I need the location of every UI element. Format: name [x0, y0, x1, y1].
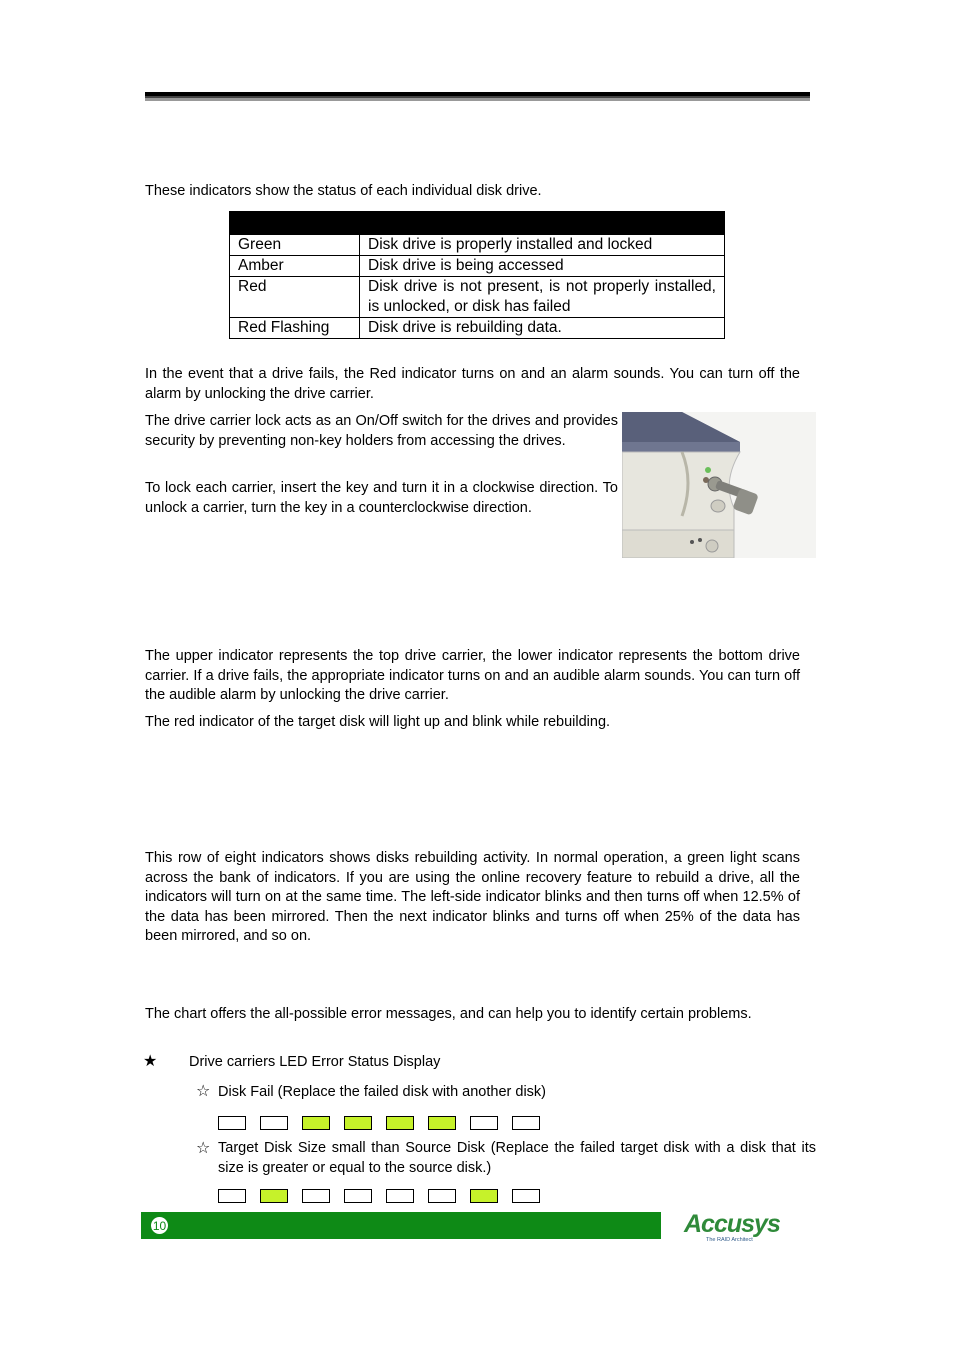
- led-meaning-cell: Disk drive is being accessed: [360, 256, 725, 277]
- footer-bar: [141, 1212, 661, 1239]
- red-indicator-paragraph: The red indicator of the target disk will light up and blink while rebuilding.: [145, 714, 611, 730]
- lock-paragraph: The drive carrier lock acts as an On/Off switch for the drives and provides security by preventing non-key holders from accessing the drives.: [145, 413, 618, 449]
- header-rule: [145, 92, 810, 101]
- led-indicator-on: [302, 1116, 330, 1130]
- led-indicator-on: [428, 1116, 456, 1130]
- led-color-cell: Green: [230, 235, 360, 256]
- lock-direction-paragraph: To lock each carrier, insert the key and turn it in a clockwise direction. To unlock a carrier, turn the key in a counterclockwise direction.: [145, 480, 618, 516]
- led-indicator-on: [386, 1116, 414, 1130]
- led-meaning-cell: Disk drive is properly installed and locked: [360, 235, 725, 256]
- filled-star-icon: ★: [143, 1053, 158, 1070]
- error-item-label: Disk Fail (Replace the failed disk with another disk): [218, 1084, 546, 1100]
- eight-indicators-paragraph: This row of eight indicators shows disks rebuilding activity. In normal operation, a green light scans across the bank of indicators. If you are using the online recovery feature to rebuild a drive, all the indicators will turn on at the same time. The left-side indicator blinks and then turns off when 12.5% of the data has been mirrored. Then the next indicator blinks and turns off when 25% of the data has been mirrored, and so on.: [145, 850, 800, 944]
- logo-tagline: The RAID Architect: [706, 1237, 753, 1243]
- error-display-bullet: [143, 1052, 803, 1073]
- outline-star-icon: ☆: [196, 1140, 211, 1157]
- led-pattern-row: [218, 1116, 540, 1130]
- led-meaning-cell: Disk drive is rebuilding data.: [360, 318, 725, 339]
- led-indicator-off: [470, 1116, 498, 1130]
- led-indicator-on: [470, 1189, 498, 1203]
- led-color-cell: Red Flashing: [230, 318, 360, 339]
- led-indicator-on: [260, 1189, 288, 1203]
- table-row: [230, 277, 725, 318]
- table-row: [230, 318, 725, 339]
- outline-star-icon: ☆: [196, 1083, 211, 1100]
- table-header-row: [230, 212, 725, 235]
- led-color-cell: Amber: [230, 256, 360, 277]
- table-row: [230, 235, 725, 256]
- drive-fail-paragraph: In the event that a drive fails, the Red indicator turns on and an alarm sounds. You can turn off the alarm by unlocking the drive carrier.: [145, 366, 800, 402]
- chart-intro-paragraph: The chart offers the all-possible error messages, and can help you to identify certain problems.: [145, 1006, 752, 1022]
- led-indicator-off: [302, 1189, 330, 1203]
- led-meaning-cell: Disk drive is not present, is not properly installed, is unlocked, or disk has failed: [360, 277, 725, 318]
- list-item: [196, 1139, 816, 1178]
- led-indicator-off: [512, 1189, 540, 1203]
- led-indicator-off: [512, 1116, 540, 1130]
- drive-carrier-photo: [622, 412, 816, 558]
- led-indicator-on: [344, 1116, 372, 1130]
- led-status-table: [229, 211, 725, 339]
- led-indicator-off: [428, 1189, 456, 1203]
- error-item-label: Target Disk Size small than Source Disk (Replace the failed target disk with a disk that its size is greater or equal to the source disk.): [218, 1140, 816, 1176]
- led-indicator-off: [386, 1189, 414, 1203]
- led-color-cell: Red: [230, 277, 360, 318]
- led-indicator-off: [218, 1116, 246, 1130]
- bullet-label: Drive carriers LED Error Status Display: [189, 1054, 441, 1070]
- logo-wordmark: Accusys: [684, 1210, 780, 1238]
- led-indicator-off: [344, 1189, 372, 1203]
- list-item: [196, 1082, 816, 1103]
- led-indicator-off: [218, 1189, 246, 1203]
- accusys-logo: [682, 1208, 794, 1244]
- led-pattern-row: [218, 1189, 540, 1203]
- table-row: [230, 256, 725, 277]
- led-indicator-off: [260, 1116, 288, 1130]
- intro-text: These indicators show the status of each individual disk drive.: [145, 183, 542, 199]
- page-number: 10: [150, 1216, 169, 1235]
- upper-indicator-paragraph: The upper indicator represents the top drive carrier, the lower indicator represents the bottom drive carrier. If a drive fails, the appropriate indicator turns on and an audible alarm sounds. You can turn off the audible alarm by unlocking the drive carrier.: [145, 648, 800, 703]
